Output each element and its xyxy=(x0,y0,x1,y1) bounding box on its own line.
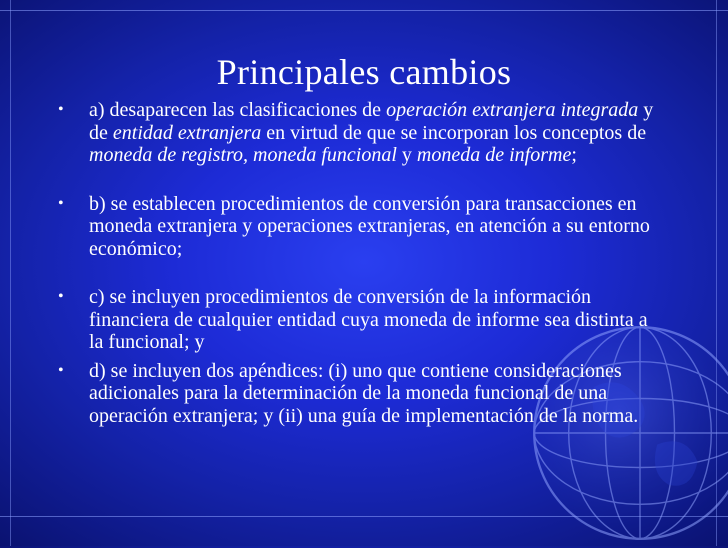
bullet-term: operación extranjera integrada xyxy=(386,99,639,121)
bullet-item xyxy=(56,360,666,428)
bullet-text: y de xyxy=(89,99,654,144)
bullet-item xyxy=(56,193,666,261)
bullet-text: ; xyxy=(571,144,577,166)
bullet-dot-icon: • xyxy=(58,194,64,212)
bullet-term: moneda de informe xyxy=(416,144,572,166)
bullet-item xyxy=(56,99,666,167)
bullet-text: d) se incluyen dos apéndices: (i) uno que contiene consideraciones adicionales para la determinación de la moneda funcional de una operación extranjera; y (ii) una guía de implementación de la norma. xyxy=(89,359,639,427)
bullet-term: entidad extranjera xyxy=(112,121,262,144)
bullet-item xyxy=(56,286,666,354)
bullet-text: c) se incluyen procedimientos de conversión de la información financiera de cualquier entidad cuya moneda de informe sea distinta a la funcional; y xyxy=(89,286,648,353)
bullet-list xyxy=(56,99,666,427)
bullet-dot-icon: • xyxy=(58,288,64,305)
bullet-text: a) desaparecen las clasificaciones de xyxy=(89,99,387,121)
slide-title: Principales cambios xyxy=(216,52,512,92)
bullet-text: en virtud de que se incorporan los conceptos de xyxy=(261,121,647,144)
bullet-dot-icon: • xyxy=(58,101,64,118)
top-border-line xyxy=(0,10,728,11)
bullet-text: y xyxy=(396,144,417,166)
bullet-text: b) se establecen procedimientos de conversión para transacciones en moneda extranjera y operaciones extranjeras, en atención a su entorno económico; xyxy=(89,192,650,260)
bullet-dot-icon: • xyxy=(58,361,64,379)
bullet-term: moneda de registro, moneda funcional xyxy=(89,144,397,166)
